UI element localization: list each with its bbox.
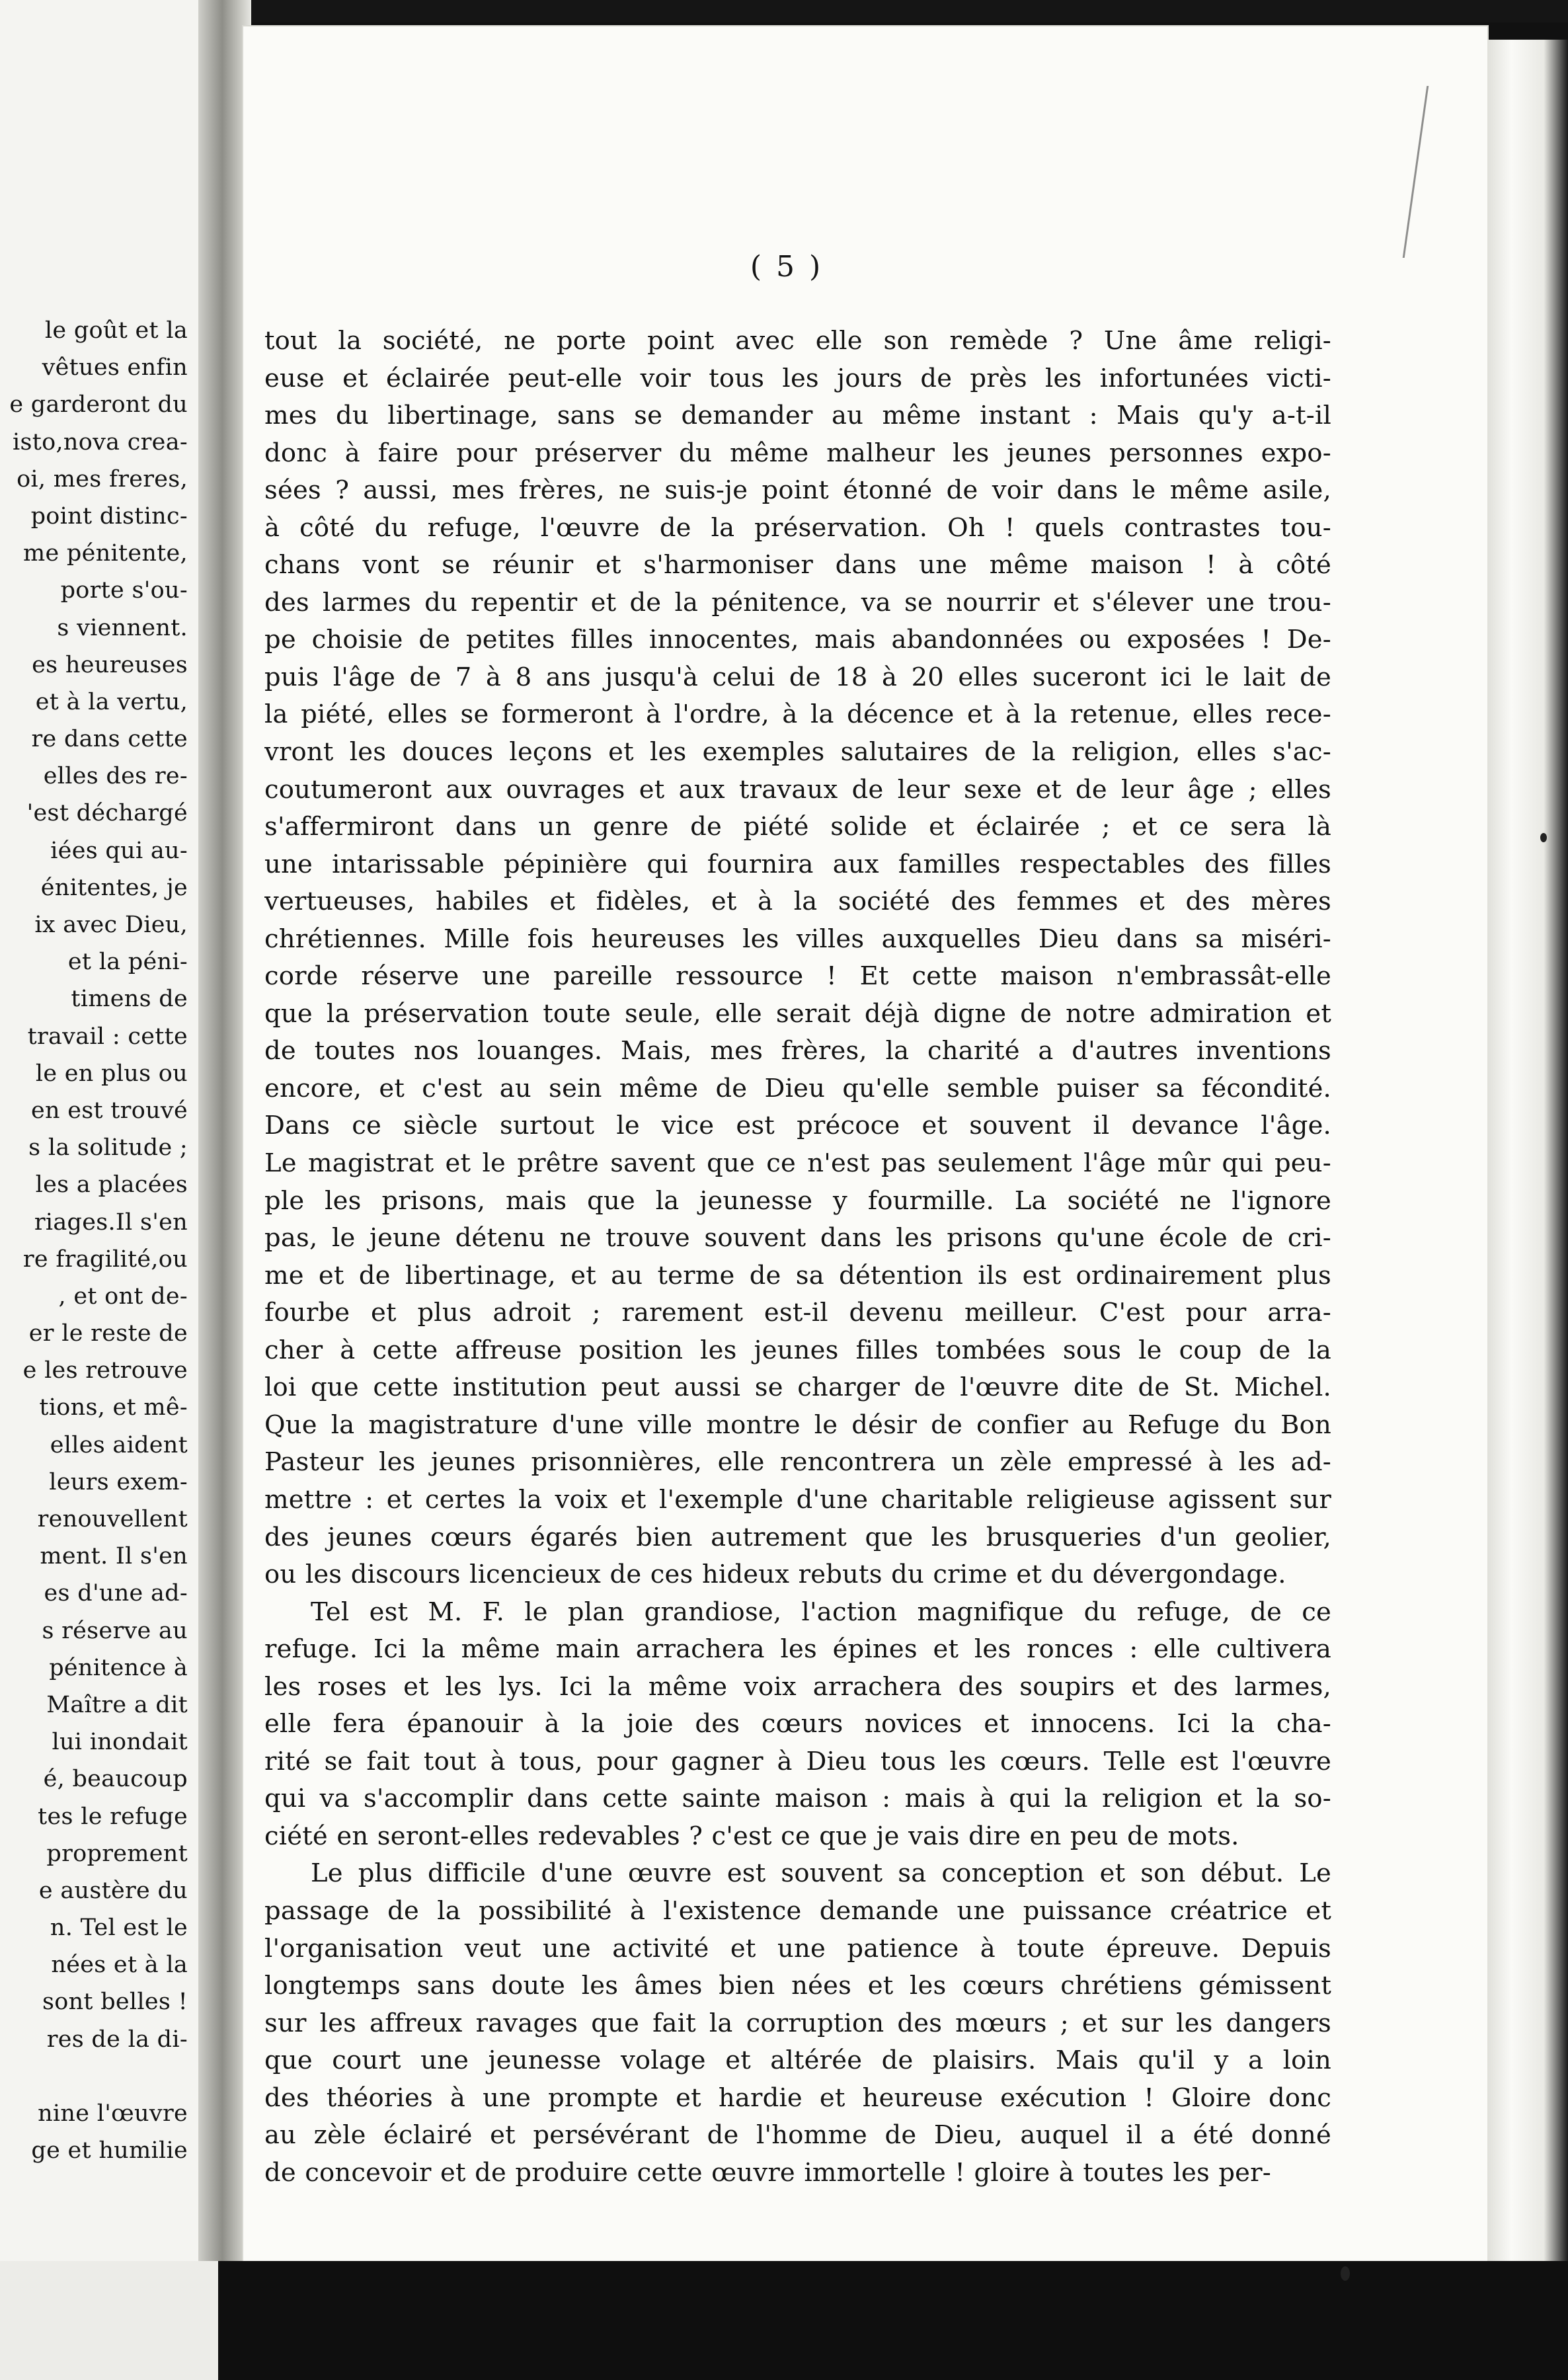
text-line: pas, le jeune détenu ne trouve souvent dans les prisons qu'une école de cri- [264,1223,1331,1253]
left-text-line: res de la di- [46,2026,188,2053]
left-text-line: travail : cette [27,1023,188,1050]
left-text-line: vêtues enfin [42,354,188,381]
text-line: au zèle éclairé et persévérant de l'homme de Dieu, auquel il a été donné [264,2120,1331,2151]
right-page-text-column [264,323,1331,2192]
left-text-line: porte s'ou- [60,577,188,604]
left-text-line: isto,nova crea- [12,428,188,456]
text-line: Tel est M. F. le plan grandiose, l'action magnifique du refuge, de ce [311,1597,1331,1627]
text-line: une intarissable pépinière qui fournira aux familles respectables des filles [264,849,1331,879]
left-text-line: iées qui au- [50,837,188,864]
text-line: pe choisie de petites filles innocentes, mais abandonnées ou exposées ! De- [264,625,1331,655]
left-text-line: e les retrouve [22,1357,188,1384]
left-text-line: proprement [46,1840,188,1867]
text-line: les roses et les lys. Ici la même voix arrachera des soupirs et des larmes, [264,1671,1331,1702]
left-text-line: , et ont de- [58,1283,188,1310]
left-text-line: leurs exem- [49,1468,188,1495]
text-line: puis l'âge de 7 à 8 ans jusqu'à celui de 18 à 20 elles suceront ici le lait de [264,662,1331,692]
text-line: vertueuses, habiles et fidèles, et à la société des femmes et des mères [264,887,1331,917]
text-line: mettre : et certes la voix et l'exemple d'une charitable religieuse agissent sur [264,1484,1331,1515]
left-text-line: énitentes, je [40,874,188,901]
left-text-line: s la solitude ; [28,1134,188,1162]
left-text-line: lui inondait [52,1729,188,1756]
left-text-line: point distinc- [30,502,188,530]
text-line: ple les prisons, mais que la jeunesse y fourmille. La société ne l'ignore [264,1185,1331,1216]
left-text-line: 'est déchargé [26,800,188,827]
text-line: l'organisation veut une activité et une patience à toute épreuve. Depuis [264,1933,1331,1964]
left-text-line: elles aident [50,1431,188,1458]
text-line: des théories à une prompte et hardie et heureuse exécution ! Gloire donc [264,2082,1331,2113]
text-line: sées ? aussi, mes frères, ne suis-je point étonné de voir dans le même asile, [264,475,1331,506]
text-line: Dans ce siècle surtout le vice est précoce et souvent il devance l'âge. [264,1111,1331,1141]
text-line: rité se fait tout à tous, pour gagner à Dieu tous les cœurs. Telle est l'œuvre [264,1746,1331,1776]
text-line: me et de libertinage, et au terme de sa détention ils est ordinairement plus [264,1260,1331,1290]
text-line: de toutes nos louanges. Mais, mes frères, la charité a d'autres inventions [264,1036,1331,1066]
left-text-line: nées et à la [51,1952,188,1979]
text-line: Que la magistrature d'une ville montre le désir de confier au Refuge du Bon [264,1409,1331,1440]
left-text-line: les a placées [35,1171,188,1199]
left-text-line: en est trouvé [30,1097,188,1124]
text-line: sur les affreux ravages que fait la corruption des mœurs ; et sur les dangers [264,2008,1331,2038]
left-text-line: é, beaucoup [43,1766,188,1793]
text-line: loi que cette institution peut aussi se charger de l'œuvre dite de St. Michel. [264,1372,1331,1403]
left-text-line: s viennent. [57,614,188,641]
text-line: Le magistrat et le prêtre savent que ce n'est pas seulement l'âge mûr qui peu- [264,1148,1331,1179]
left-text-line [0,2058,188,2095]
text-line: coutumeront aux ouvrages et aux travaux de leur sexe et de leur âge ; elles [264,774,1331,805]
text-line: tout la société, ne porte point avec elle son remède ? Une âme religi- [264,326,1331,356]
text-line: euse et éclairée peut-elle voir tous les jours de près les infortunées victi- [264,363,1331,393]
left-text-line: er le reste de [28,1320,188,1347]
left-text-line: pénitence à [49,1654,188,1681]
left-text-line: es heureuses [32,651,188,678]
left-text-line: me pénitente, [22,540,188,567]
left-text-line: tions, et mê- [39,1394,188,1421]
left-text-line: e austère du [38,1877,188,1904]
left-text-line: le en plus ou [35,1060,188,1087]
left-text-line: le goût et la [44,317,188,344]
text-line: de concevoir et de produire cette œuvre immortelle ! gloire à toutes les per- [264,2157,1271,2188]
right-page-edge [1487,40,1568,2274]
text-line: fourbe et plus adroit ; rarement est-il devenu meilleur. C'est pour arra- [264,1298,1331,1328]
text-line: s'affermiront dans un genre de piété solide et éclairée ; et ce sera là [264,812,1331,842]
text-line: donc à faire pour préserver du même malheur les jeunes personnes expo- [264,438,1331,468]
left-text-line: Maître a dit [46,1691,188,1718]
left-text-line: riages.Il s'en [34,1209,188,1236]
text-line: des larmes du repentir et de la pénitence, va se nourrir et s'élever une trou- [264,587,1331,617]
text-line: chans vont se réunir et s'harmoniser dans une même maison ! à côté [264,550,1331,580]
scan-bottom-border [0,2261,1568,2380]
left-text-line: timens de [71,986,188,1013]
text-line: qui va s'accomplir dans cette sainte maison : mais à qui la religion et la so- [264,1784,1331,1814]
left-text-line: ge et humilie [31,2137,188,2164]
left-text-line: sont belles ! [42,1989,188,2016]
text-line: mes du libertinage, sans se demander au même instant : Mais qu'y a-t-il [264,401,1331,431]
left-text-line: nine l'œuvre [38,2100,188,2127]
left-text-line: tes le refuge [38,1803,188,1830]
left-text-line: renouvellent [37,1506,188,1532]
left-page [0,0,218,2380]
text-line: cher à cette affreuse position les jeunes filles tombées sous le coup de la [264,1335,1331,1365]
left-text-line: et la péni- [67,949,188,976]
text-line: que la préservation toute seule, elle serait déjà digne de notre admiration et [264,998,1331,1029]
text-line: encore, et c'est au sein même de Dieu qu'elle semble puiser sa fécondité. [264,1073,1331,1103]
left-page-bottom [0,2261,218,2380]
left-text-line: et à la vertu, [35,688,188,715]
left-page-text-column [0,312,188,2169]
left-text-line: es d'une ad- [44,1580,188,1607]
text-line: vront les douces leçons et les exemples salutaires de la religion, elles s'ac- [264,737,1331,768]
text-line: à côté du refuge, l'œuvre de la préservation. Oh ! quels contrastes tou- [264,512,1331,543]
left-text-line: ment. Il s'en [40,1543,188,1570]
left-text-line: re fragilité,ou [22,1246,188,1273]
page-number: ( 5 ) [750,250,824,284]
text-line: des jeunes cœurs égarés bien autrement que les brusqueries d'un geolier, [264,1522,1331,1552]
text-line: elle fera épanouir à la joie des cœurs novices et innocens. Ici la cha- [264,1709,1331,1739]
left-text-line: e garderont du [9,391,188,418]
left-text-line: ix avec Dieu, [34,912,188,938]
text-line: chrétiennes. Mille fois heureuses les villes auxquelles Dieu dans sa miséri- [264,924,1331,954]
text-line: corde réserve une pareille ressource ! Et cette maison n'embrassât-elle [264,961,1331,992]
text-line: que court une jeunesse volage et altérée de plaisirs. Mais qu'il y a loin [264,2045,1331,2076]
text-line: ou les discours licencieux de ces hideux rebuts du crime et du dévergondage. [264,1560,1286,1590]
text-line: refuge. Ici la même main arrachera les épines et les ronces : elle cultivera [264,1634,1331,1665]
left-text-line: re dans cette [31,726,188,753]
text-line: ciété en seront-elles redevables ? c'est ce que je vais dire en peu de mots. [264,1821,1239,1851]
text-line: passage de la possibilité à l'existence demande une puissance créatrice et [264,1895,1331,1926]
text-line: Pasteur les jeunes prisonnières, elle rencontrera un zèle empressé à les ad- [264,1447,1331,1478]
left-text-line: s réserve au [42,1617,188,1644]
text-line: la piété, elles se formeront à l'ordre, à la décence et à la retenue, elles rece- [264,699,1331,730]
left-text-line: elles des re- [43,763,188,790]
ink-speck [1341,2266,1350,2281]
text-line: Le plus difficile d'une œuvre est souvent sa conception et son début. Le [311,1858,1331,1889]
left-text-line: n. Tel est le [50,1915,188,1942]
ink-speck [1540,833,1547,842]
left-text-line: oi, mes freres, [17,465,188,493]
text-line: longtemps sans doute les âmes bien nées et les cœurs chrétiens gémissent [264,1971,1331,2001]
